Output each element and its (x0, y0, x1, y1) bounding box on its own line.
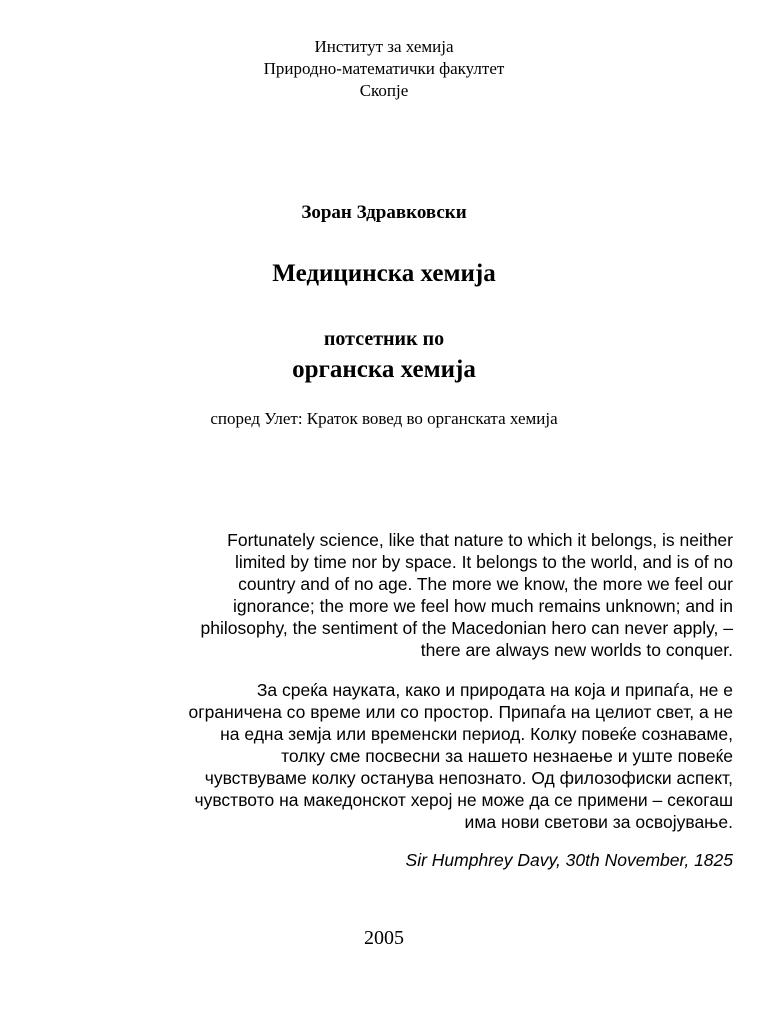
subtitle-line-1: потсетник по (323, 328, 445, 350)
quote-line: philosophy, the sentiment of the Macedonian hero can never apply, – (200, 618, 733, 638)
institution-name: Институт за хемија (314, 37, 454, 56)
quote-line: толку сме посвесни за нашето незнаење и уште повеќе (281, 746, 733, 766)
page-title: Медицинска хемија (272, 260, 496, 287)
faculty-name: Природно-математички факултет (263, 59, 505, 78)
quote-line: there are always new worlds to conquer. (420, 640, 733, 660)
author-name: Зоран Здравковски (301, 202, 467, 223)
quote-line: Fortunately science, like that nature to which it belongs, is neither (227, 530, 733, 550)
quote-line: чувството на македонскот херој не може да се примени – секогаш (194, 790, 733, 810)
quote-macedonian (33, 679, 733, 833)
quote-line: ignorance; the more we feel how much remains unknown; and in (233, 596, 733, 616)
source-note: според Улет: Краток вовед во органската хемија (210, 409, 558, 428)
quote-line: За среќа науката, како и природата на која и припаѓа, не е (256, 680, 733, 700)
institution-block (0, 36, 768, 102)
quote-line: на една земја или временски период. Колку повеќе сознаваме, (220, 724, 733, 744)
quote-line: има нови светови за освојување. (464, 812, 733, 832)
subtitle-line-2: органска хемија (292, 356, 476, 383)
quote-line: limited by time nor by space. It belongs to the world, and is of no (234, 552, 733, 572)
quote-line: country and of no age. The more we know, the more we feel our (238, 574, 733, 594)
quote-english (33, 529, 733, 661)
city-name: Скопје (359, 81, 409, 100)
quote-line: ограничена со време или со простор. Припаѓа на целиот свет, а не (188, 702, 733, 722)
quote-line: чувствуваме колку останува непознато. Од филозофиски аспект, (204, 768, 733, 788)
quote-attribution: Sir Humphrey Davy, 30th November, 1825 (405, 850, 733, 870)
publication-year: 2005 (364, 927, 404, 949)
